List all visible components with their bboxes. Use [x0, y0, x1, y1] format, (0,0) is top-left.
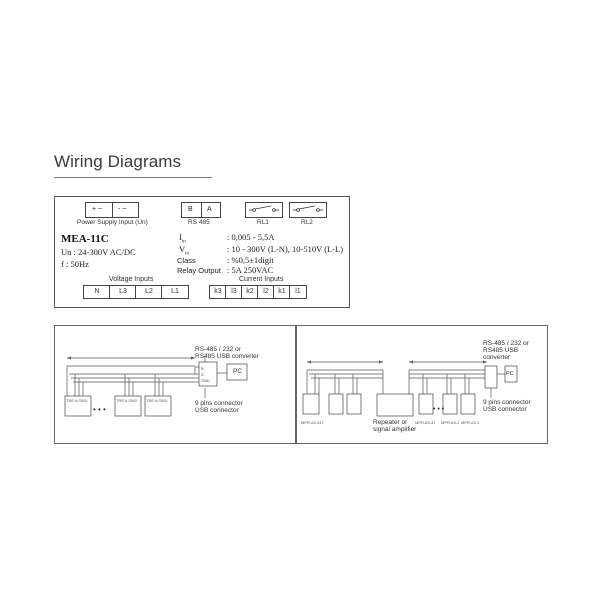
relay-switch-icon — [246, 203, 282, 217]
right-more-devices-dots: • • • — [433, 406, 445, 413]
relay1-terminal — [245, 202, 283, 218]
rs485-a-terminal: A — [207, 206, 212, 213]
rs485-caption: RS 485 — [188, 219, 210, 226]
current-terminal-l3: l3 — [225, 285, 243, 299]
title-underline — [54, 177, 212, 178]
current-terminal-k1: k1 — [273, 285, 291, 299]
spec-class-value: : %0,5±1digit — [227, 255, 274, 265]
rs485-terminals — [181, 202, 221, 218]
left-device2-label: TRE A GND — [116, 398, 138, 403]
left-converter-pin-gnd: GND — [201, 378, 210, 383]
spec-current-value: : 0,005 - 5,5A — [227, 232, 275, 242]
device-terminal-panel — [54, 196, 350, 308]
voltage-terminal-l3: L3 — [109, 285, 137, 299]
right-converter-label: RS-485 / 232 or RS485 USB converter — [483, 340, 529, 361]
current-terminal-l1: l1 — [289, 285, 307, 299]
left-converter-pin-a: A — [201, 372, 204, 377]
spec-voltage-value: : 10 - 300V (L-N), 10-510V (L-L) — [227, 244, 344, 254]
current-inputs-caption: Current Inputs — [239, 276, 284, 283]
left-device1-label: TRE A GND — [66, 398, 88, 403]
spec-voltage-key: $V_{in}$ — [179, 244, 190, 257]
left-device3-label: TRE A GND — [146, 398, 168, 403]
right-device-label-31: MPR-63-31 — [415, 420, 436, 425]
right-device-label-247: MPR-63-247 — [301, 420, 324, 425]
left-pc-label: PC — [233, 368, 243, 375]
voltage-inputs-caption: Voltage Inputs — [109, 276, 154, 283]
repeater-label: Repeater or signal amplifier — [373, 419, 417, 433]
current-terminal-l2: l2 — [257, 285, 275, 299]
left-converter-label: RS-485 / 232 or RS485 USB converter — [195, 346, 259, 360]
power-supply-terminals — [85, 202, 139, 218]
page-title: Wiring Diagrams — [54, 152, 182, 171]
power-plus-terminal: + ~ — [92, 206, 103, 213]
left-wiring-lines — [55, 326, 295, 443]
right-connector-label: 9 pins connector USB connector — [483, 399, 531, 413]
frequency: f : 50Hz — [61, 259, 89, 269]
relay2-caption: RL2 — [301, 219, 313, 226]
right-device-label-1: MPR-63-1 — [461, 420, 480, 425]
left-more-devices-dots: • • • — [93, 405, 106, 414]
relay2-terminal — [289, 202, 327, 218]
right-pc-label: PC — [506, 371, 514, 377]
rs485-network-diagram-right — [296, 325, 548, 444]
spec-relay-value: : 5A 250VAC — [227, 265, 274, 275]
voltage-terminal-n: N — [83, 285, 111, 299]
rs485-network-diagram-left — [54, 325, 296, 444]
relay-switch-icon — [290, 203, 326, 217]
left-connector-label: 9 pins connector USB connector — [195, 400, 243, 414]
power-supply-caption: Power Supply Input (Un) — [77, 219, 148, 226]
rs485-b-terminal: B — [188, 206, 193, 213]
left-converter-pin-b: B — [201, 366, 204, 371]
voltage-terminal-l1: L1 — [161, 285, 189, 299]
supply-voltage: Un : 24-300V AC/DC — [61, 247, 136, 257]
spec-class-key: Class — [177, 256, 196, 265]
voltage-terminal-l2: L2 — [135, 285, 163, 299]
current-terminal-k3: k3 — [209, 285, 227, 299]
power-minus-terminal: - ~ — [118, 206, 127, 213]
relay1-caption: RL1 — [257, 219, 269, 226]
model-name: MEA-11C — [61, 233, 109, 245]
current-terminal-k2: k2 — [241, 285, 259, 299]
spec-relay-key: Relay Output — [177, 266, 221, 275]
right-device-label-2: MPR-63-2 — [441, 420, 460, 425]
spec-current-key: $I_{in}$ — [179, 232, 186, 245]
